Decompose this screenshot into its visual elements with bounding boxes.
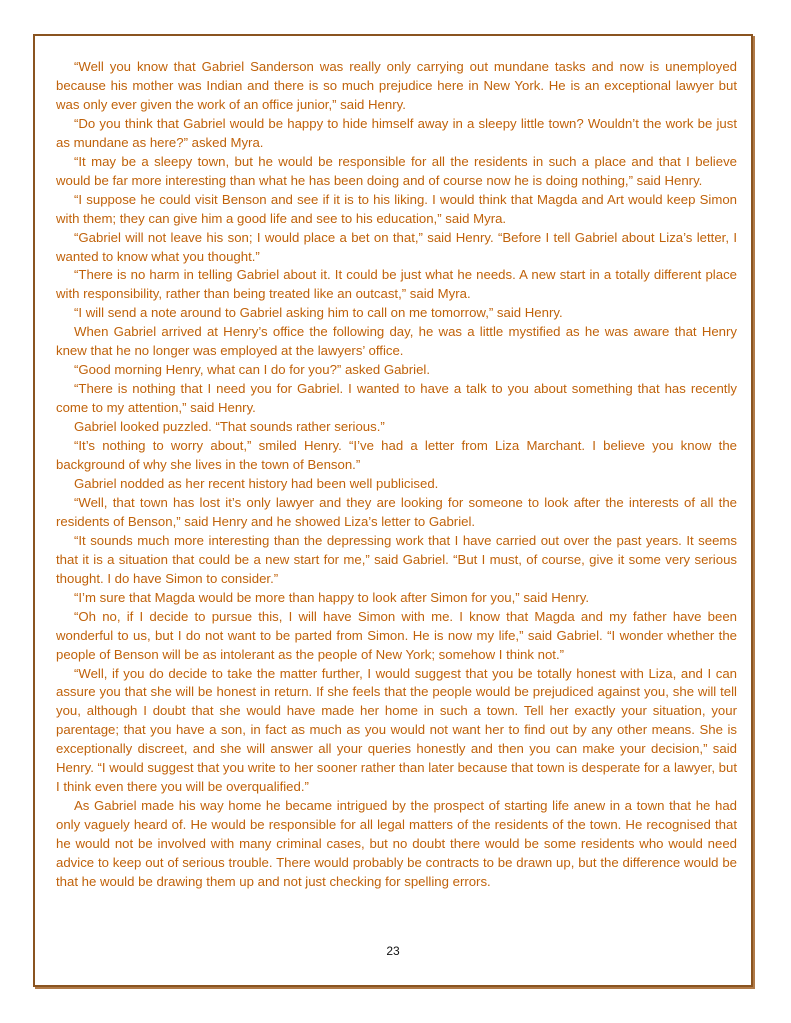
paragraph: “Do you think that Gabriel would be happy to hide himself away in a sleepy little town? Wouldn’t the work be just as mundane as here?” asked Myra.: [56, 115, 737, 150]
paragraph: “Gabriel will not leave his son; I would place a bet on that,” said Henry. “Before I tell Gabriel about Liza’s letter, I wanted to know what you thought.”: [56, 229, 737, 264]
paragraph: When Gabriel arrived at Henry’s office the following day, he was a little mystified as he was aware that Henry knew that he no longer was employed at the lawyers’ office.: [56, 324, 737, 359]
body-text: [56, 58, 737, 892]
paragraph: “Well, that town has lost it’s only lawyer and they are looking for someone to look after the interests of all the residents of Benson,” said Henry and he showed Liza’s letter to Gabriel.: [56, 494, 737, 529]
paragraph: “It’s nothing to worry about,” smiled Henry. “I’ve had a letter from Liza Marchant. I believe you know the background of why she lives in the town of Benson.”: [56, 438, 737, 473]
paragraph: “There is no harm in telling Gabriel about it. It could be just what he needs. A new start in a totally different place with responsibility, rather than being treated like an outcast,” said Myra.: [56, 267, 737, 302]
paragraph: “It may be a sleepy town, but he would be responsible for all the residents in such a place and that I believe would be far more interesting than what he has been doing and of course now he is doing nothing,” said Henry.: [56, 153, 737, 188]
paragraph: “It sounds much more interesting than the depressing work that I have carried out over the past years. It seems that it is a situation that could be a new start for me,” said Gabriel. “But I must, of course, give it some very serious thought. I do have Simon to consider.”: [56, 532, 737, 586]
paragraph: Gabriel looked puzzled. “That sounds rather serious.”: [74, 419, 385, 435]
page-frame: [33, 34, 753, 987]
paragraph: “Oh no, if I decide to pursue this, I will have Simon with me. I know that Magda and my father have been wonderful to us, but I do not want to be parted from Simon. He is now my life,” said Gabriel. “I wonder whether the people of Benson will be as intolerant as the people of New York; somehow I think not.”: [56, 608, 737, 662]
paragraph: “Good morning Henry, what can I do for you?” asked Gabriel.: [74, 362, 430, 378]
paragraph: “There is nothing that I need you for Gabriel. I wanted to have a talk to you about something that has recently come to my attention,” said Henry.: [56, 381, 737, 416]
paragraph: As Gabriel made his way home he became intrigued by the prospect of starting life anew in a town that he had only vaguely heard of. He would be responsible for all legal matters of the residents of the town. He recognised that he would not be involved with many criminal cases, but no doubt there would be some residents who would need advice to keep out of serious trouble. There would probably be contracts to be drawn up, but the difference would be that he would be drawing them up and not just checking for spelling errors.: [56, 798, 737, 889]
paragraph: “Well, if you do decide to take the matter further, I would suggest that you be totally honest with Liza, and I can assure you that she will be honest in return. If she feels that the people would be prejudiced against you, she will tell you, although I doubt that she would have made her home in such a town. Tell her exactly your situation, your parentage; that you have a son, in fact as much as you would not want her to find out by any other means. She is exceptionally discreet, and she will answer all your queries honestly and then you can make your decision,” said Henry. “I would suggest that you write to her sooner rather than later because that town is desperate for a lawyer, but I think even there you will be overqualified.”: [56, 665, 737, 795]
paragraph: “I’m sure that Magda would be more than happy to look after Simon for you,” said Henry.: [74, 589, 590, 605]
paragraph: “I suppose he could visit Benson and see if it is to his liking. I would think that Magda and Art would keep Simon with them; they can give him a good life and see to his education,” said Myra.: [56, 191, 737, 226]
paragraph: “Well you know that Gabriel Sanderson was really only carrying out mundane tasks and now is unemployed because his mother was Indian and there is so much prejudice here in New York. He is an exceptional lawyer but was only ever given the work of an office junior,” said Henry.: [56, 59, 737, 112]
paragraph: “I will send a note around to Gabriel asking him to call on me tomorrow,” said Henry.: [74, 305, 563, 321]
paragraph: Gabriel nodded as her recent history had been well publicised.: [74, 475, 439, 491]
page-number: 23: [386, 944, 400, 958]
